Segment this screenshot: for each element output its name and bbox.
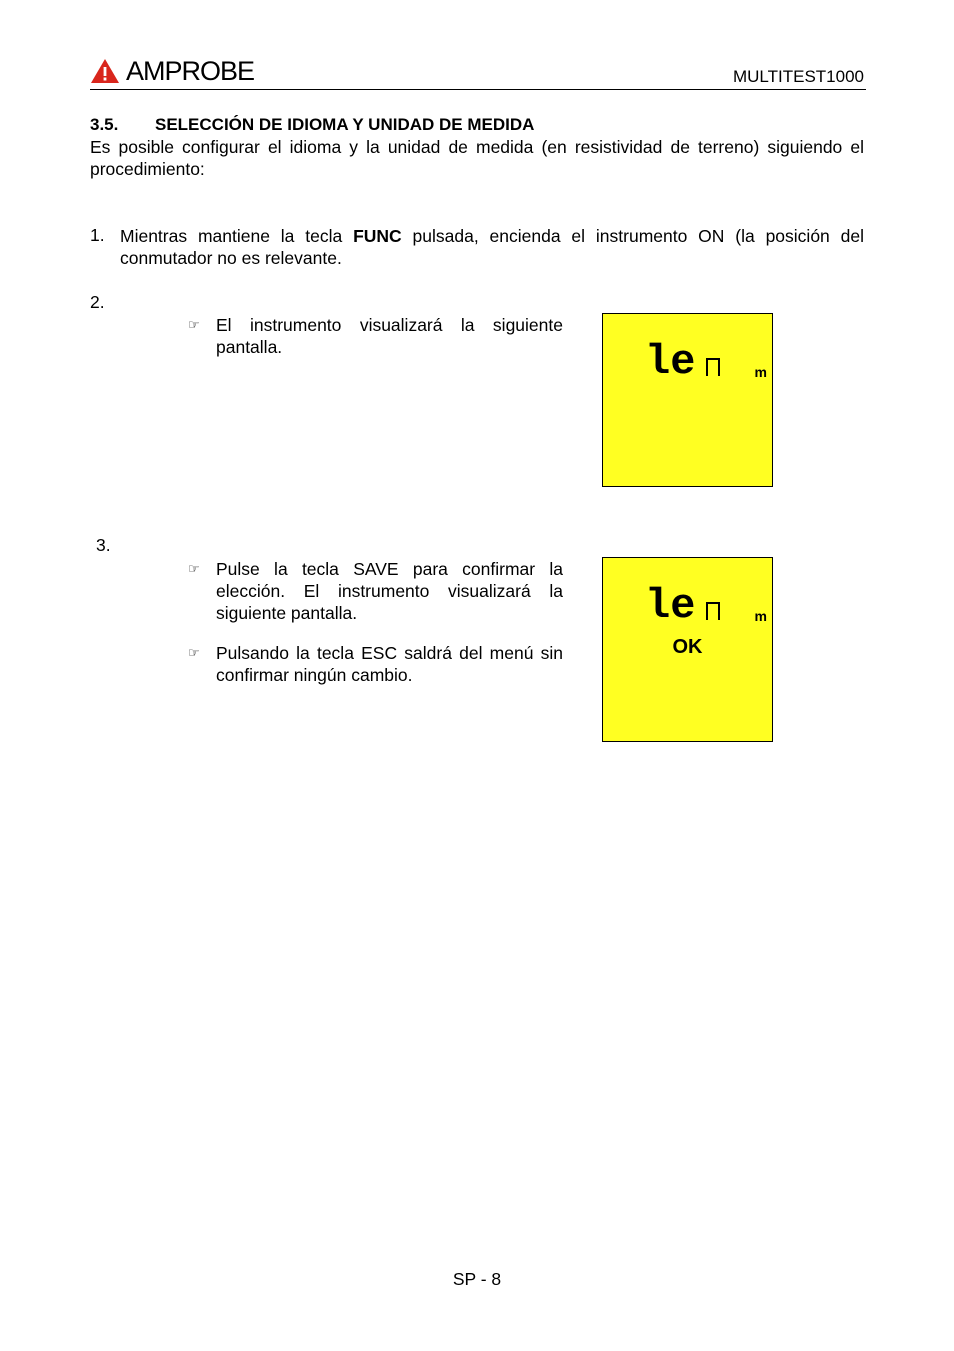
step-3-bullet-1 (188, 558, 563, 624)
intro-paragraph: Es posible configurar el idioma y la unidad de medida (en resistividad de terreno) siguiendo el procedimiento: (90, 137, 864, 179)
step-3-bullet-1-text: Pulse la tecla SAVE para confirmar la elección. El instrumento visualizará la siguiente pantalla. (216, 559, 563, 623)
pointing-hand-icon: ☞ (188, 561, 200, 576)
lcd-unit: m (754, 364, 767, 380)
page-number: SP - 8 (452, 1269, 502, 1289)
step-3-bullet-2-text: Pulsando la tecla ESC saldrá del menú sin confirmar ningún cambio. (216, 643, 563, 685)
lcd-unit: m (754, 608, 767, 624)
lcd-display-confirmed (602, 557, 773, 742)
section-title: SELECCIÓN DE IDIOMA Y UNIDAD DE MEDIDA (155, 115, 535, 134)
lcd-language-text: le (645, 338, 696, 386)
lcd-language-text: le (645, 582, 696, 630)
model-name: MULTITEST1000 (732, 67, 864, 86)
step-2-bullet (188, 314, 563, 358)
amprobe-logo (90, 56, 254, 86)
lcd-main-readout (645, 338, 721, 386)
step-1-number: 1. (90, 225, 105, 245)
step-1-text-after: pulsada, encienda el instrumento ON (la posición del conmutador no es relevante. (120, 226, 864, 268)
lcd-main-readout (645, 582, 721, 630)
seven-segment-n-icon (705, 357, 721, 377)
header-divider (90, 89, 866, 90)
lcd-display-language (602, 313, 773, 487)
seven-segment-n-icon (705, 601, 721, 621)
step-1-text-before: Mientras mantiene la tecla (120, 226, 354, 246)
step-2-number: 2. (90, 292, 105, 312)
step-2-bullet-text: El instrumento visualizará la siguiente pantalla. (216, 315, 563, 357)
brand-name: AMPROBE (126, 56, 255, 86)
pointing-hand-icon: ☞ (188, 317, 200, 332)
lcd-ok-status: OK (672, 636, 703, 658)
pointing-hand-icon: ☞ (188, 645, 200, 660)
func-key-label: FUNC (353, 226, 402, 246)
section-number: 3.5. (90, 115, 119, 134)
step-1-text (120, 225, 864, 269)
warning-triangle-icon (90, 58, 120, 84)
step-3-number: 3. (96, 535, 111, 555)
step-3-bullet-2 (188, 642, 563, 686)
